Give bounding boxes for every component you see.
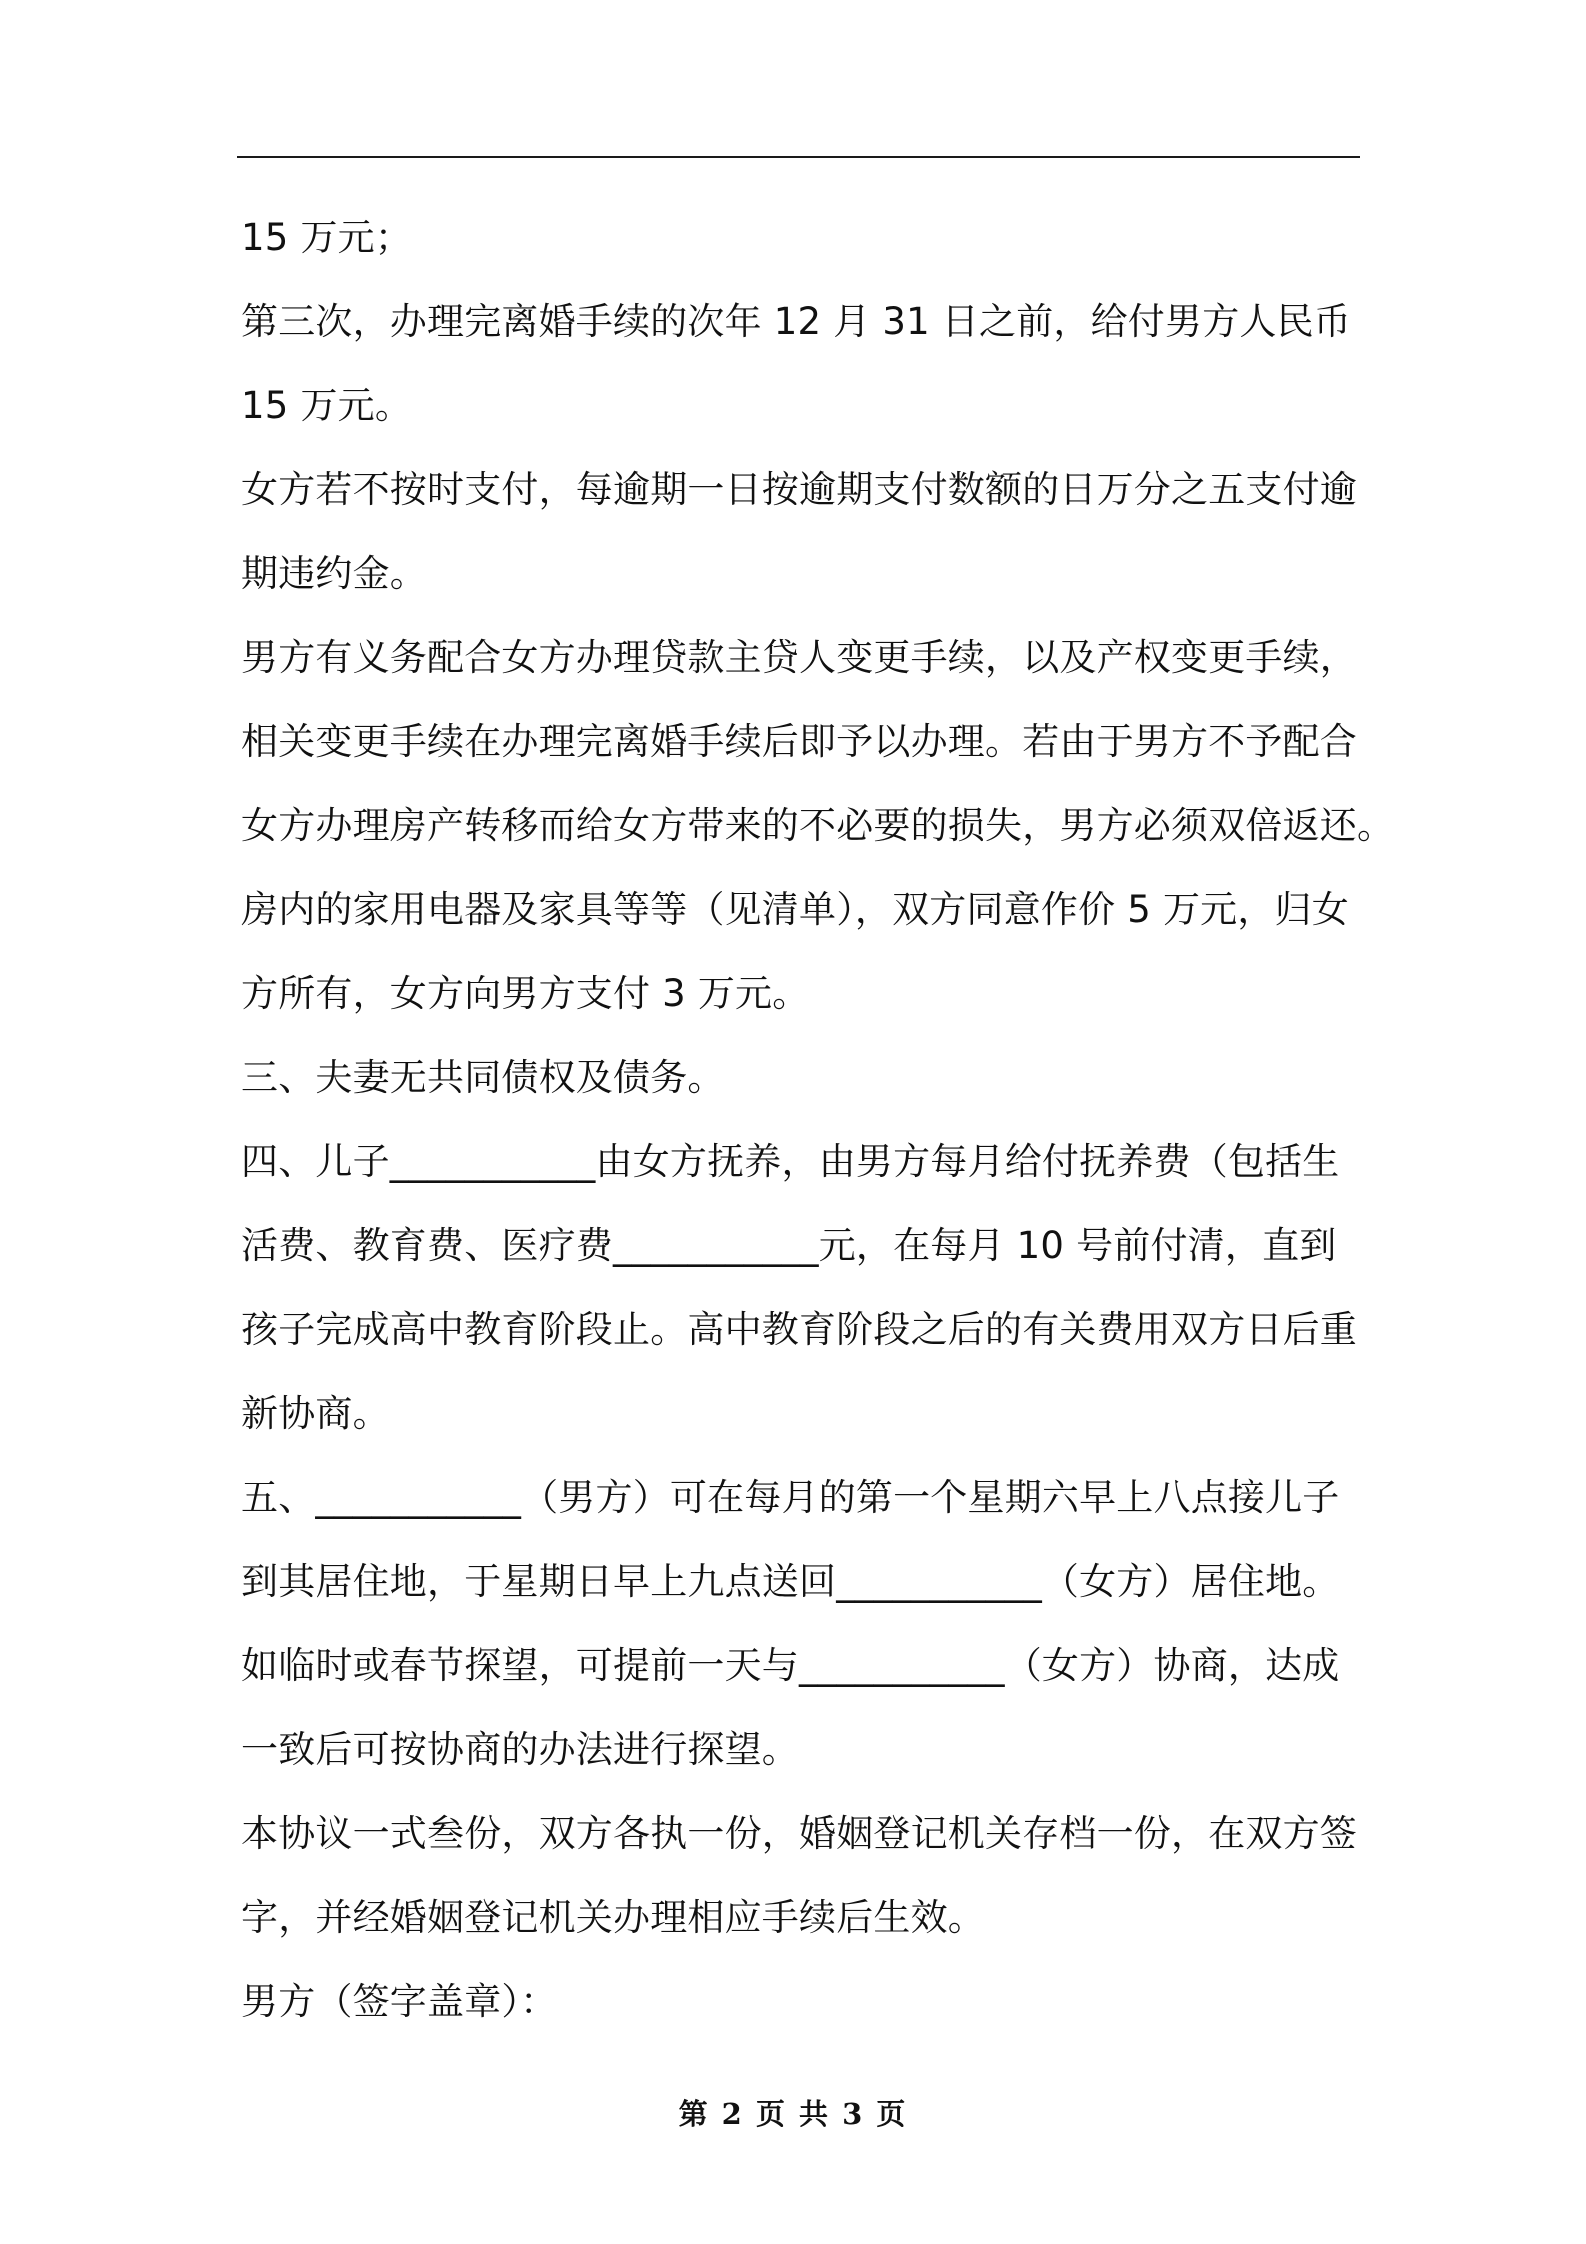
- document-body: [241, 196, 1395, 2044]
- text-line: 本协议一式叁份，双方各执一份，婚姻登记机关存档一份，在双方签: [241, 1812, 1357, 1855]
- text-line: 男方有义务配合女方办理贷款主贷人变更手续，以及产权变更手续，: [241, 636, 1357, 679]
- text-line: 方所有，女方向男方支付 3 万元。: [241, 972, 810, 1015]
- text-line: 第三次，办理完离婚手续的次年 12 月 31 日之前，给付男方人民币: [241, 300, 1352, 343]
- text-line: 期违约金。: [241, 552, 427, 595]
- text-line: 房内的家用电器及家具等等（见清单），双方同意作价 5 万元，归女: [241, 888, 1349, 931]
- section-heading: 三、夫妻无共同债权及债务。: [241, 1056, 725, 1099]
- header-divider: [237, 156, 1360, 158]
- text-line: 如临时或春节探望，可提前一天与___________（女方）协商，达成: [241, 1644, 1340, 1687]
- text-line: 字，并经婚姻登记机关办理相应手续后生效。: [241, 1896, 985, 1939]
- text-line: 五、___________（男方）可在每月的第一个星期六早上八点接儿子: [241, 1476, 1340, 1519]
- text-line: 四、儿子___________由女方抚养，由男方每月给付抚养费（包括生: [241, 1140, 1340, 1183]
- text-line: 女方若不按时支付，每逾期一日按逾期支付数额的日万分之五支付逾: [241, 468, 1357, 511]
- text-line: 活费、教育费、医疗费___________元，在每月 10 号前付清，直到: [241, 1224, 1337, 1267]
- text-line: 一致后可按协商的办法进行探望。: [241, 1728, 799, 1771]
- page-number: 第 2 页 共 3 页: [678, 2097, 908, 2131]
- text-line: 15 万元。: [241, 384, 413, 427]
- text-line: 新协商。: [241, 1392, 390, 1435]
- signature-label: 男方（签字盖章）：: [241, 1980, 558, 2023]
- text-line: 女方办理房产转移而给女方带来的不必要的损失，男方必须双倍返还。: [241, 804, 1395, 847]
- text-line: 到其居住地，于星期日早上九点送回___________（女方）居住地。: [241, 1560, 1340, 1603]
- text-line: 15 万元；: [241, 216, 413, 259]
- text-line: 孩子完成高中教育阶段止。高中教育阶段之后的有关费用双方日后重: [241, 1308, 1357, 1351]
- text-line: 相关变更手续在办理完离婚手续后即予以办理。若由于男方不予配合: [241, 720, 1357, 763]
